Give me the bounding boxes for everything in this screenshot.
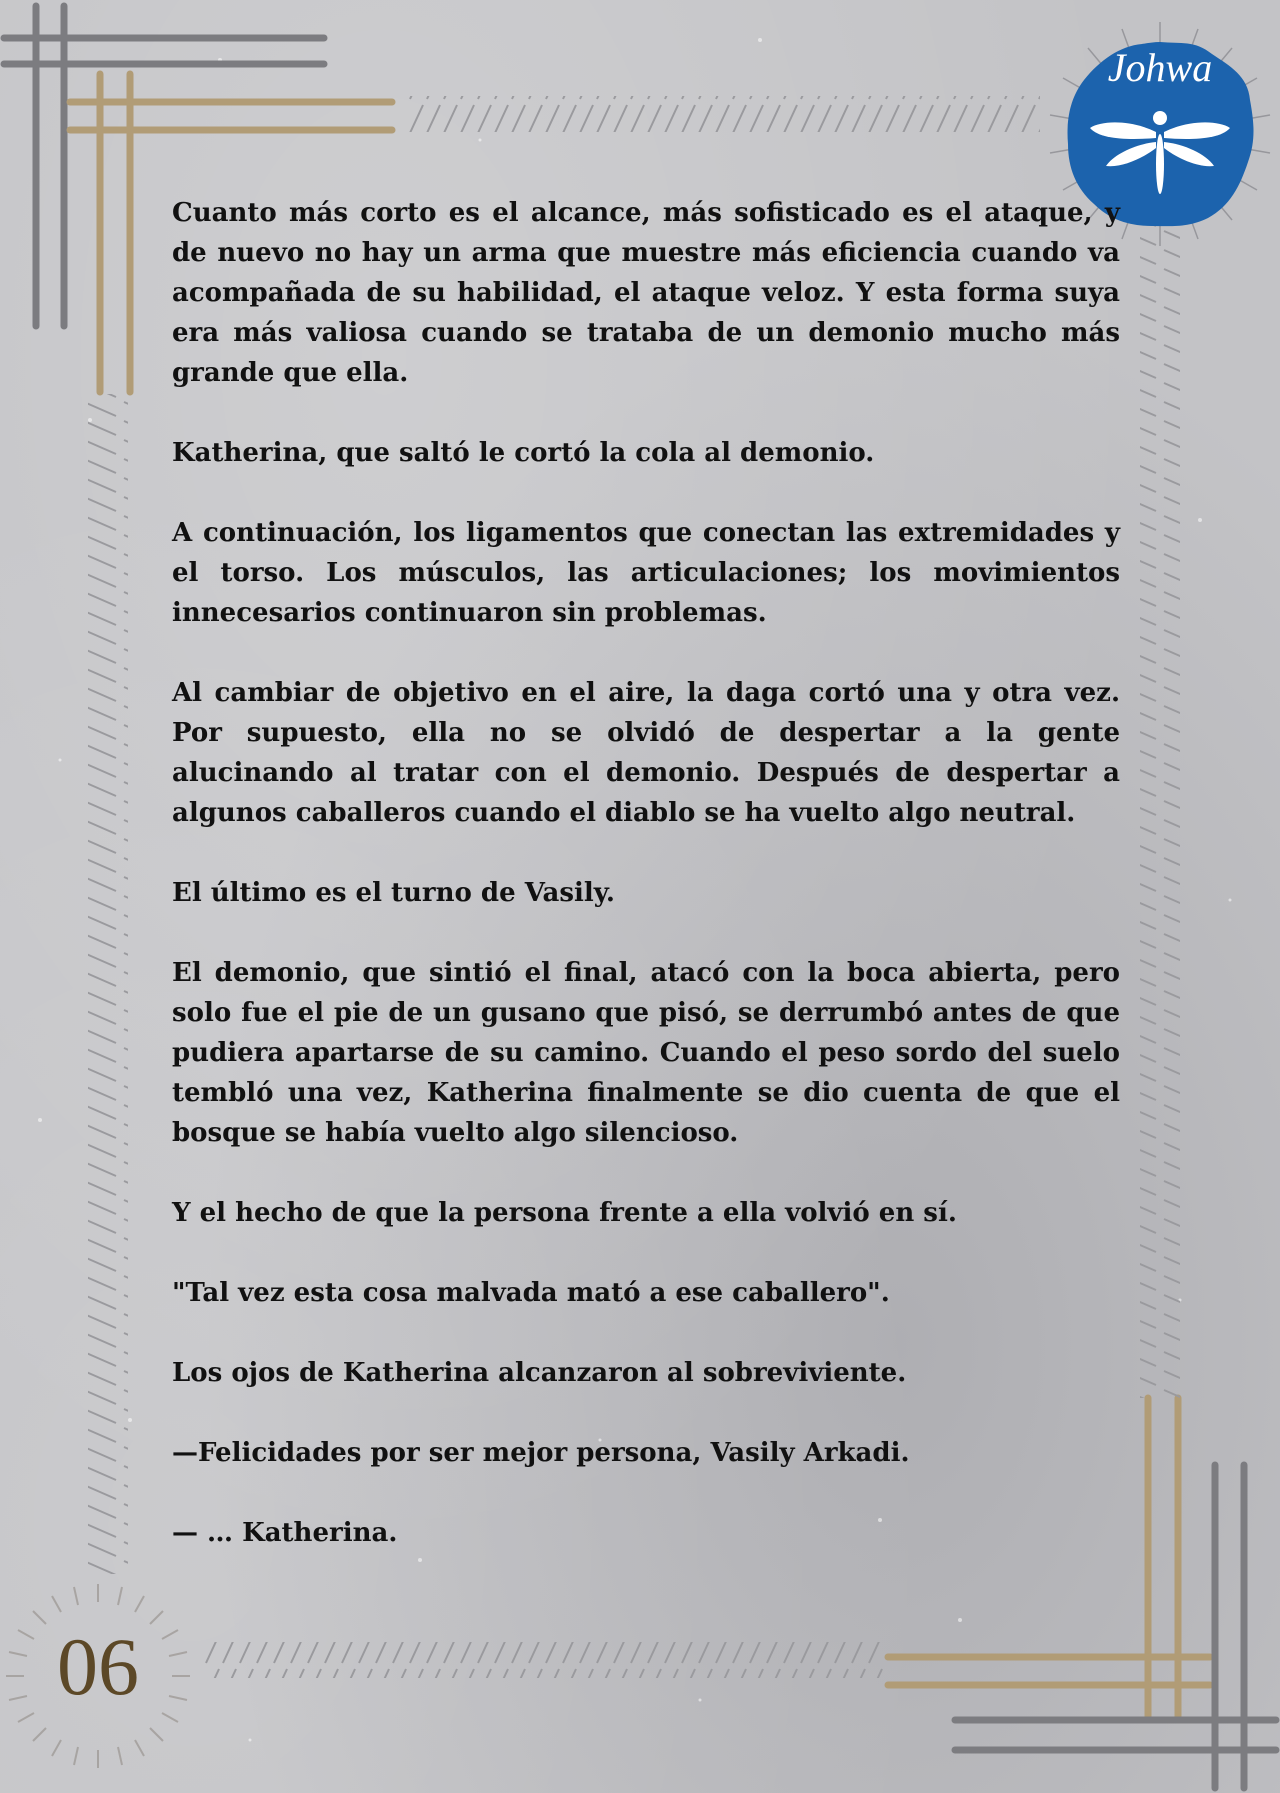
- paragraph: Los ojos de Katherina alcanzaron al sobreviviente.: [172, 1358, 907, 1388]
- paragraph: "Tal vez esta cosa malvada mató a ese caballero".: [172, 1278, 890, 1308]
- paragraph: — … Katherina.: [172, 1518, 398, 1548]
- paragraph: A continuación, los ligamentos que conectan las extremidades y el torso. Los músculos, las articulaciones; los movimientos innecesarios continuaron sin problemas.: [172, 518, 1120, 628]
- hatch-border-top: [408, 96, 1040, 132]
- paragraph: El demonio, que sintió el final, atacó con la boca abierta, pero solo fue el pie de un gusano que pisó, se derrumbó antes de que pudiera apartarse de su camino. Cuando el peso sordo del suelo tembló una vez, Katherina finalmente se dio cuenta de que el bosque se había vuelto algo silencioso.: [172, 958, 1120, 1148]
- paragraph: Katherina, que saltó le cortó la cola al demonio.: [172, 438, 875, 468]
- paragraph: El último es el turno de Vasily.: [172, 878, 615, 908]
- paragraph: —Felicidades por ser mejor persona, Vasily Arkadi.: [172, 1438, 910, 1468]
- logo-text: Johwa: [1107, 45, 1213, 90]
- paragraph: Al cambiar de objetivo en el aire, la daga cortó una y otra vez. Por supuesto, ella no se olvidó de despertar a la gente alucinando al tratar con el demonio. Después de despertar a algunos caballeros cuando el diablo se ha vuelto algo neutral.: [172, 678, 1120, 828]
- paragraph: Cuanto más corto es el alcance, más sofisticado es el ataque, y de nuevo no hay un arma que muestre más eficiencia cuando va acompañada de su habilidad, el ataque veloz. Y esta forma suya era más valiosa cuando se trataba de un demonio mucho más grande que ella.: [172, 198, 1120, 388]
- hatch-border-bottom: [204, 1642, 884, 1678]
- page-number: 06: [57, 1621, 139, 1712]
- paragraph: Y el hecho de que la persona frente a ella volvió en sí.: [172, 1198, 957, 1228]
- hatch-border-right: [1140, 218, 1180, 1398]
- story-text: [172, 193, 1120, 1553]
- hatch-border-left: [88, 394, 128, 1574]
